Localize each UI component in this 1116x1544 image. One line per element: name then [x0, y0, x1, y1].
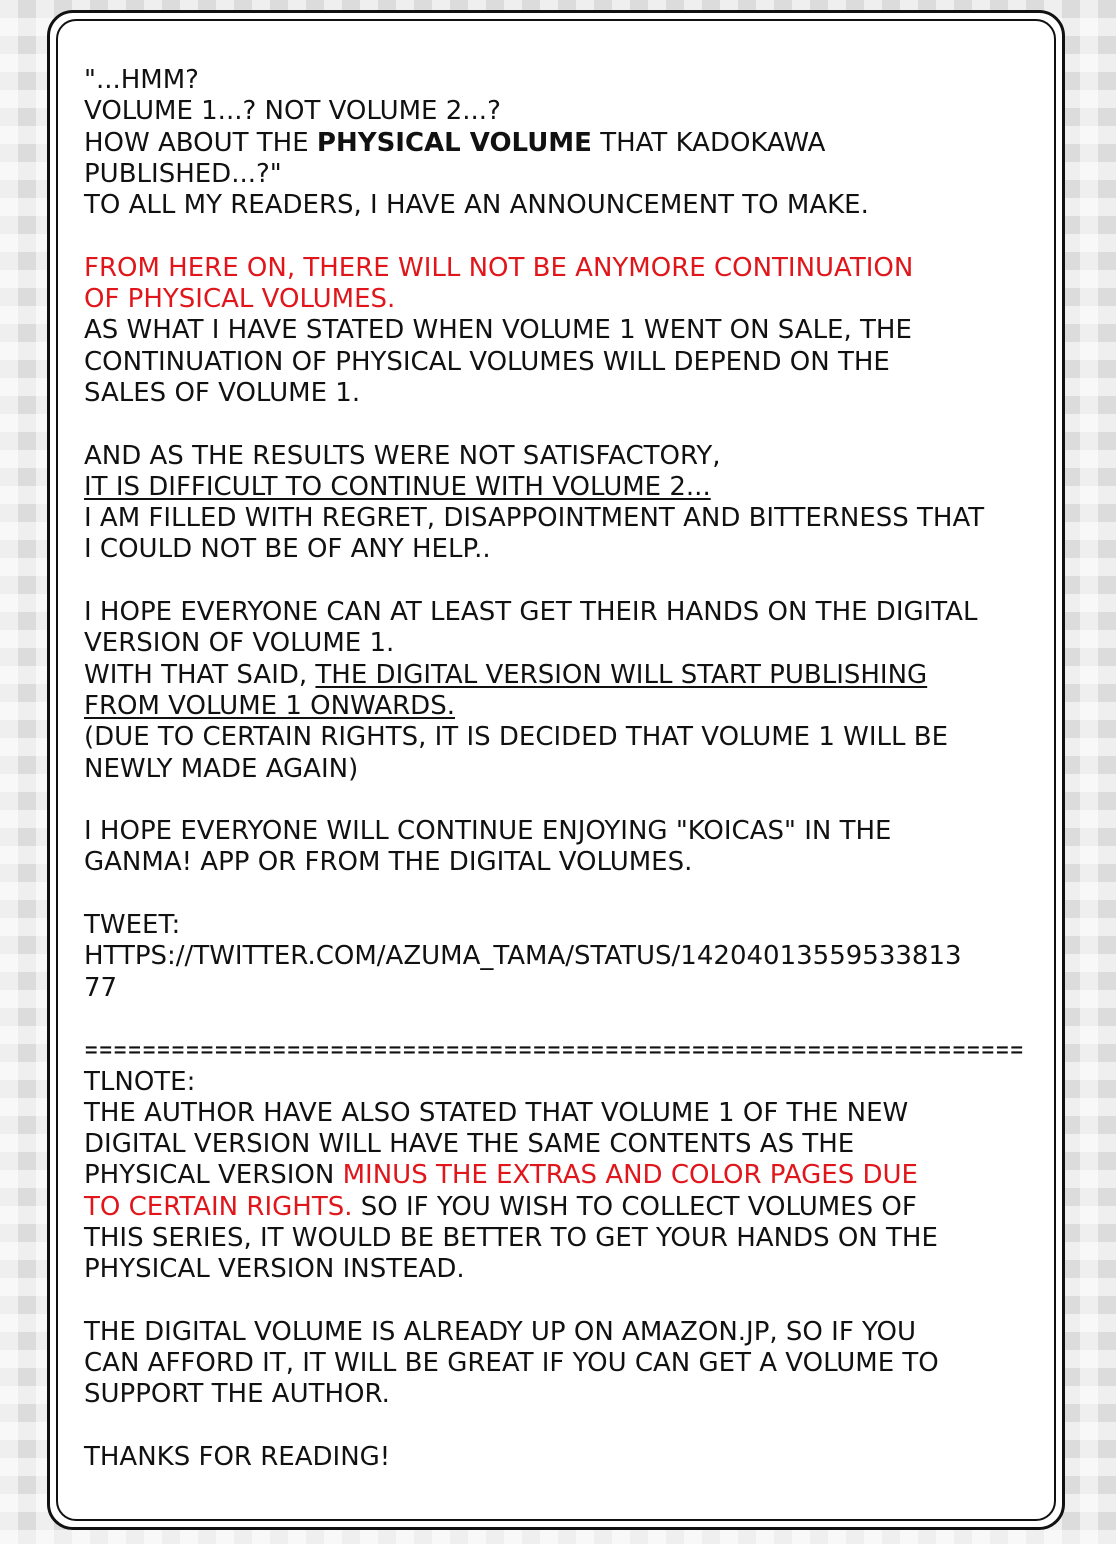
digital-line-1: I HOPE EVERYONE CAN AT LEAST GET THEIR HANDS ON THE DIGITAL: [84, 597, 978, 628]
tweet-url-line-1: HTTPS://TWITTER.COM/AZUMA_TAMA/STATUS/14204013559533813: [84, 941, 962, 972]
spacer: [84, 1004, 1024, 1035]
spacer: [84, 1411, 1024, 1442]
amazon-line-3: SUPPORT THE AUTHOR.: [84, 1379, 390, 1410]
tlnote-red-1: MINUS THE EXTRAS AND COLOR PAGES DUE: [342, 1160, 918, 1191]
digital-line-5: (DUE TO CERTAIN RIGHTS, IT IS DECIDED THAT VOLUME 1 WILL BE: [84, 722, 949, 753]
digital-line-6: NEWLY MADE AGAIN): [84, 753, 359, 784]
thanks-line: THANKS FOR READING!: [84, 1442, 391, 1473]
tlnote-line-1: THE AUTHOR HAVE ALSO STATED THAT VOLUME 1 OF THE NEW: [84, 1097, 909, 1128]
tlnote-line-4-b: SO IF YOU WISH TO COLLECT VOLUMES OF: [352, 1191, 917, 1222]
digital-line-4: [84, 691, 1024, 722]
digital-underlined-2: FROM VOLUME 1 ONWARDS.: [84, 690, 455, 721]
intro-line-1: "...HMM?: [84, 65, 199, 95]
tweet-label: TWEET:: [84, 910, 181, 941]
digital-line-3-a: WITH THAT SAID,: [84, 659, 316, 690]
intro-line-3-c: THAT KADOKAWA: [591, 127, 826, 158]
results-line-1: AND AS THE RESULTS WERE NOT SATISFACTORY,: [84, 440, 721, 471]
announce-line-1: AS WHAT I HAVE STATED WHEN VOLUME 1 WENT ON SALE, THE: [84, 315, 912, 346]
divider: =================================================================: [84, 1035, 1025, 1066]
announce-line-3: SALES OF VOLUME 1.: [84, 377, 361, 408]
announce-red-line-1: FROM HERE ON, THERE WILL NOT BE ANYMORE CONTINUATION: [84, 252, 914, 283]
results-line-4: I COULD NOT BE OF ANY HELP..: [84, 534, 491, 565]
tlnote-line-2: DIGITAL VERSION WILL HAVE THE SAME CONTENTS AS THE: [84, 1129, 855, 1160]
announce-red-line-2: OF PHYSICAL VOLUMES.: [84, 284, 396, 315]
amazon-line-1: THE DIGITAL VOLUME IS ALREADY UP ON AMAZON.JP, SO IF YOU: [84, 1316, 916, 1347]
results-line-3: I AM FILLED WITH REGRET, DISAPPOINTMENT AND BITTERNESS THAT: [84, 503, 985, 534]
intro-physical-volume: PHYSICAL VOLUME: [316, 127, 592, 158]
spacer: [84, 1286, 1024, 1317]
spacer: [84, 221, 1024, 252]
tlnote-line-4: [84, 1192, 1024, 1223]
intro-line-3-a: HOW ABOUT THE: [84, 127, 317, 158]
digital-underlined-1: THE DIGITAL VERSION WILL START PUBLISHING: [315, 659, 928, 690]
tlnote-red-2: TO CERTAIN RIGHTS.: [84, 1191, 353, 1222]
intro-line-5: TO ALL MY READERS, I HAVE AN ANNOUNCEMENT TO MAKE.: [84, 190, 869, 221]
intro-line-3: [84, 128, 1024, 159]
intro-line-2: VOLUME 1...? NOT VOLUME 2...?: [84, 96, 501, 127]
announce-line-2: CONTINUATION OF PHYSICAL VOLUMES WILL DEPEND ON THE: [84, 346, 890, 377]
spacer: [84, 879, 1024, 910]
results-line-2: [84, 472, 1024, 503]
digital-line-3: [84, 660, 1024, 691]
spacer: [84, 409, 1024, 440]
note-text: [84, 65, 1024, 1473]
amazon-line-2: CAN AFFORD IT, IT WILL BE GREAT IF YOU CAN GET A VOLUME TO: [84, 1348, 939, 1379]
enjoy-line-2: GANMA! APP OR FROM THE DIGITAL VOLUMES.: [84, 847, 693, 878]
tlnote-label: TLNOTE:: [84, 1066, 196, 1097]
tlnote-line-3: [84, 1160, 1024, 1191]
tlnote-line-3-a: PHYSICAL VERSION: [84, 1160, 343, 1191]
tlnote-line-6: PHYSICAL VERSION INSTEAD.: [84, 1254, 465, 1285]
tlnote-line-5: THIS SERIES, IT WOULD BE BETTER TO GET YOUR HANDS ON THE: [84, 1222, 938, 1253]
note-panel: [47, 10, 1065, 1530]
enjoy-line-1: I HOPE EVERYONE WILL CONTINUE ENJOYING "KOICAS" IN THE: [84, 816, 892, 847]
digital-line-2: VERSION OF VOLUME 1.: [84, 628, 395, 659]
spacer: [84, 785, 1024, 816]
spacer: [84, 566, 1024, 597]
intro-line-4: PUBLISHED...?": [84, 158, 282, 189]
results-underlined: IT IS DIFFICULT TO CONTINUE WITH VOLUME 2...: [84, 471, 711, 502]
tweet-url-line-2: 77: [84, 972, 118, 1003]
